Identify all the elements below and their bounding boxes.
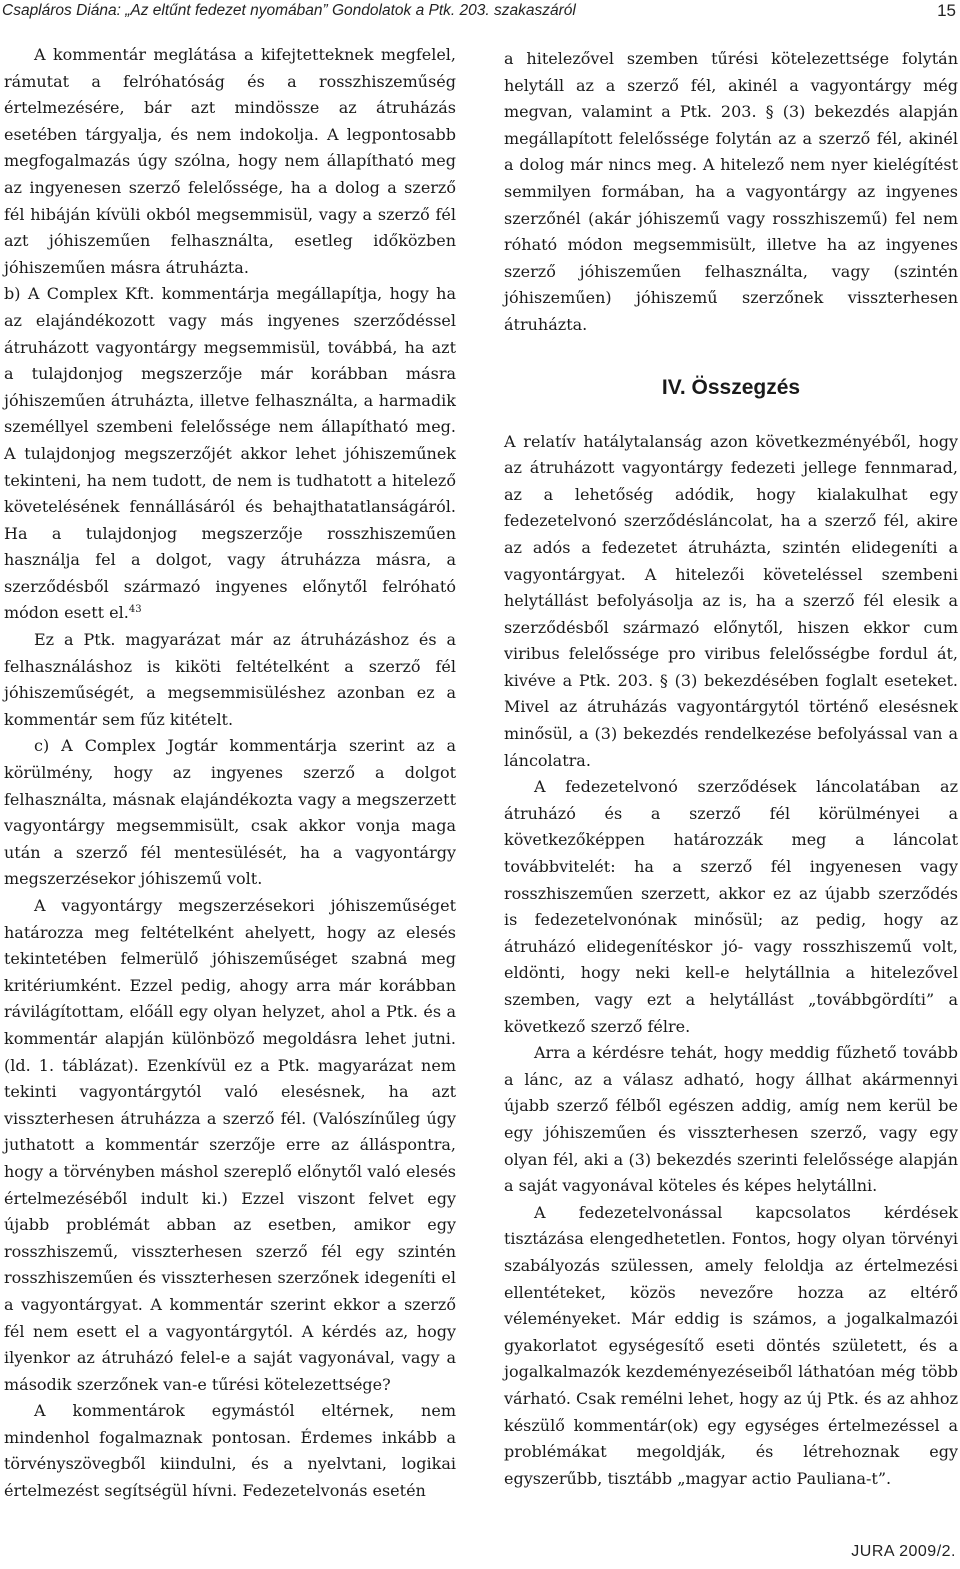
- left-column: [4, 42, 456, 1505]
- right-column: [504, 46, 958, 1492]
- paragraph: A kommentárok egymástól eltérnek, nem mindenhol fogalmaznak pontosan. Érdemes inkább a törvényszövegből kiindulni, és a nyelvtani, logikai értelmezést segítségül hívni. Fedezetelvonás esetén: [4, 1401, 456, 1501]
- paragraph: A relatív hatálytalanság azon következményéből, hogy az átruházott vagyontárgy fedezeti jellege fennmarad, az a lehetőség adódik, hogy kialakulhat egy fedezetelvonó szerződésláncolat, ha a szerző fél, akire az adós a fedezetet átruházta, szintén elidegeníti a vagyontárgyat. A hitelezői követeléssel szembeni helytállást befolyásolja az is, ha a szerző fél elesik a szerződésből származó előnytől, hiszen ekkor cum viribus felelőssége pro viribus felelősségbe fordul át, kivéve a Ptk. 203. § (3) bekezdésében foglalt eseteket. Mivel az átruházás vagyontárgytól történő elesésnek minősül, a (3) bekezdés rendelkezése befolyással van a láncolatra.: [504, 431, 958, 770]
- paragraph: Ez a Ptk. magyarázat már az átruházáshoz és a felhasználáshoz is kiköti feltételként a szerző fél jóhiszeműségét, a megsemmisüléshez azonban ez a kommentár sem fűz kitételt.: [4, 630, 456, 729]
- section-heading: IV. Összegzés: [661, 375, 801, 399]
- paragraph: A vagyontárgy megszerzésekori jóhiszeműséget határozza meg feltételként ahelyett, hogy az elesés tekintetében felmerülő jóhiszeműséget szabná meg kritériumként. Ezzel pedig, ahogy arra már korábban rávilágítottam, előáll egy olyan helyzet, ahol a Ptk. és a kommentár alapján különböző megoldásra lehet jutni. (ld. 1. táblázat). Ezenkívül ez a Ptk. magyarázat nem tekinti vagyontárgytól való elesésnek, ha azt visszterhesen átruházza a szerző fél. (Valószínűleg úgy juthatott a kommentár szerzője erre az álláspontra, hogy a törvényben máshol szereplő előnytől való elesés értelmezéséből indult ki.) Ezzel viszont felvet egy újabb problémát abban az esetben, amikor egy rosszhiszemű, visszterhesen szerző fél egy szintén rosszhiszeműen és visszterhesen szerzőnek idegeníti el a vagyontárgyat. A kommentár szerint ekkor a szerző fél nem esett el a vagyontárgytól. A kérdés az, hogy ilyenkor az átruházó felel-e a saját vagyonával, vagy a második szerzőnek van-e tűrési kötelezettsége?: [4, 896, 456, 1394]
- paragraph: Arra a kérdésre tehát, hogy meddig fűzhető tovább a lánc, az a válasz adható, hogy állhat akármennyi újabb szerző félből egészen addig, amíg nem kerül be egy jóhiszeműen és visszterhesen szerző, vagy egy olyan fél, aki a (3) bekezdés szerinti felelőssége alapján a saját vagyonával köteles és képes helytállni.: [504, 1043, 958, 1196]
- header-title: Csapláros Diána: „Az eltűnt fedezet nyomában” Gondolatok a Ptk. 203. szakaszáról: [2, 2, 576, 19]
- paragraph: [4, 281, 456, 627]
- paragraph: a hitelezővel szemben tűrési kötelezettsége folytán helytáll az a szerző fél, akinél a vagyontárgy még megvan, valamint a Ptk. 203. § (3) bekezdés alapján megállapított felelőssége folytán az a szerző fél, akinél a dolog már nincs meg. A hitelező nem nyer kielégítést semmilyen formában, ha a vagyontárgy az ingyenes szerzőnél (akár jóhiszemű vagy rosszhiszemű) fel nem róható módon megsemmisült, illetve ha az ingyenes szerző jóhiszeműen felhasználta, vagy (szintén jóhiszeműen) jóhiszemű szerzőnek visszterhesen átruházta.: [504, 49, 958, 334]
- footnote-marker: 43: [128, 604, 142, 616]
- paragraph: A fedezetelvonó szerződések láncolatában az átruházó és a szerző fél körülményei a következőképpen határozzák meg a láncolat továbbvitelét: ha a szerző fél ingyenesen vagy rosszhiszeműen szerzett, akkor ez az újabb szerződés is fedezetelvonónak minősül; az pedig, hogy az átruházó elidegenítéskor jó- vagy rosszhiszemű volt, eldönti, hogy neki kell-e helytállnia a hitelezővel szemben, vagy ezt a helytállást „továbbgördíti” a következő szerző félre.: [504, 777, 958, 1036]
- paragraph-text: b) A Complex Kft. kommentárja megállapítja, hogy ha az elajándékozott vagy más ingyenes szerződéssel átruházott vagyontárgy megsemmisül, továbbá, ha azt a tulajdonjog megszerzője már korábban másra jóhiszeműen átruházta, illetve felhasználta, a harmadik személlyel szembeni felelőssége nem állapítható meg. A tulajdonjog megszerzőjét akkor lehet jóhiszeműnek tekinteni, ha nem tudott, de nem is tudhatott a hitelező követelésének fennállásáról és behajthatatlanságáról. Ha a tulajdonjog megszerzője rosszhiszeműen használja fel a dolgot, vagy átruházza másra, a szerződésből származó ingyenes előnytől felróható módon esett el.: [4, 284, 456, 623]
- running-header: [0, 0, 960, 22]
- journal-footer: JURA 2009/2.: [851, 1543, 956, 1560]
- paragraph: c) A Complex Jogtár kommentárja szerint az a körülmény, hogy az ingyenes szerző a dolgot felhasználta, másnak elajándékozta vagy a megszerzett vagyontárgy megsemmisült, csak akkor vonja maga után a szerző fél mentesülését, ha a vagyontárgy megszerzésekor jóhiszemű volt.: [4, 736, 456, 889]
- paragraph: A fedezetelvonással kapcsolatos kérdések tisztázása elengedhetetlen. Fontos, hogy olyan törvényi szabályozás szülessen, amely feloldja az értelmezési ellentéteket, közös nevezőre hozza az eltérő véleményeket. Már eddig is számos, a jogalkalmazói gyakorlatot egységesítő eseti döntés született, és a jogalkalmazók kezdeményezéseiből láthatóan még több várható. Csak remélni lehet, hogy az új Ptk. és az ahhoz készülő kommentár(ok) egy egységes értelmezéssel a problémákat megoldják, és létrehoznak egy egyszerűbb, tisztább „magyar actio Pauliana-t”.: [504, 1202, 958, 1488]
- page-number: 15: [937, 1, 956, 20]
- paragraph: A kommentár meglátása a kifejtetteknek megfelel, rámutat a felróhatóság és a rosszhiszeműség értelmezésére, bár azt mindössze az átruházás esetében tárgyalja, és nem indokolja. A legpontosabb megfogalmazás úgy szólna, hogy nem állapítható meg az ingyenesen szerző felelőssége, ha a dolog a szerző fél hibáján kívüli okból megsemmisül, vagy a szerző fél azt jóhiszeműen felhasználta, esetleg időközben jóhiszeműen másra átruházta.: [4, 45, 456, 277]
